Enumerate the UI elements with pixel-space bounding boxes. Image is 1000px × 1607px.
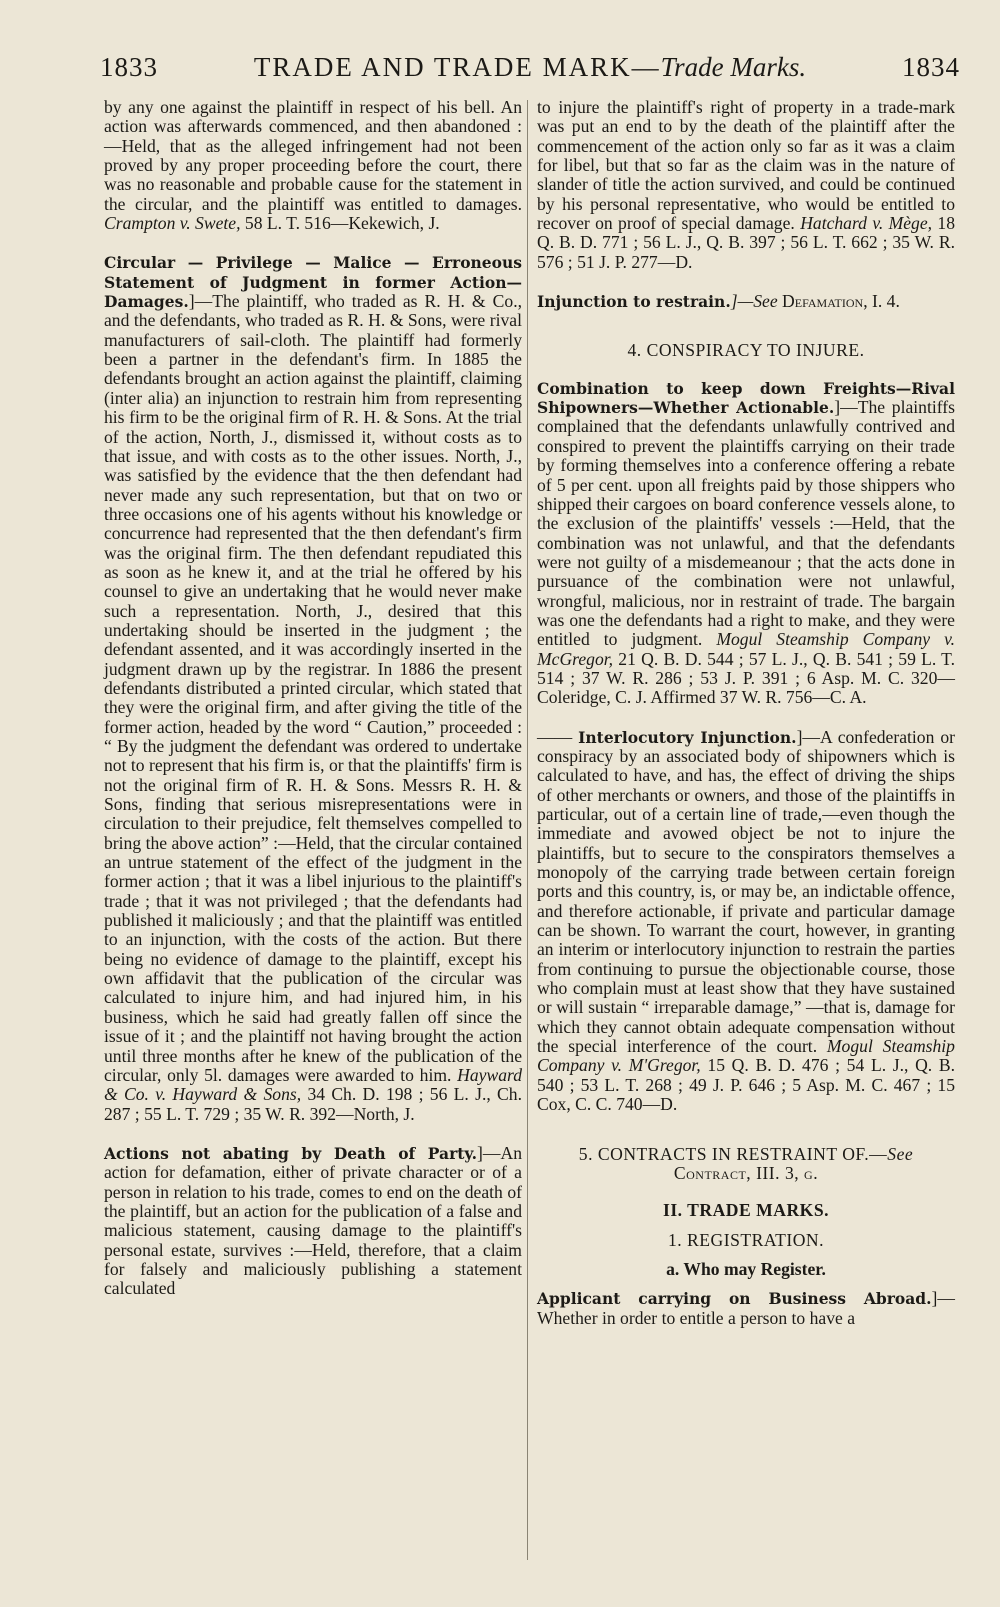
entry-circular-privilege bbox=[104, 253, 522, 1123]
entry-text: by any one against the plaintiff in respect of his bell. An action was afterwards commenced, and then abandoned :—Held, that as the alleged infringement had not been proved by any proper proceeding before the court, there was no reasonable and probable cause for the statement in the circular, and the plaintiff was entitled to damages. bbox=[104, 97, 522, 214]
page-number-left: 1833 bbox=[100, 52, 158, 82]
entry-text: ]—The plaintiffs complained that the defendants unlawfully contrived and conspired to prevent the plaintiffs carrying on their trade by forming themselves into a conference offering a rebate of 5 per cent. upon all freights paid by those shippers who shipped their cargoes on board conference vessels alone, to the exclusion of the plaintiffs' vessels :—Held, that the combination was not unlawful, and that the defendants were not guilty of a misdemeanour ; that the acts done in pursuance of the combination were not unlawful, wrongful, malicious, nor in restraint of trade. The bargain was one the defendants had a right to make, and they were entitled to judgment. bbox=[537, 397, 955, 650]
cross-reference: Defamation, bbox=[782, 291, 868, 312]
entry-continued bbox=[537, 98, 955, 272]
subheading-who-may-register: a. Who may Register. bbox=[666, 1258, 826, 1279]
see-reference: ]—See bbox=[730, 291, 778, 312]
running-header bbox=[100, 52, 960, 92]
case-name: Hayward & Co. v. Hayward & Sons, bbox=[104, 1064, 522, 1105]
entry-interlocutory-injunction bbox=[537, 728, 955, 1115]
subheading-registration: 1. REGISTRATION. bbox=[667, 1229, 825, 1250]
cross-reference: Contract, III. 3, g. bbox=[673, 1162, 819, 1183]
case-name: Mogul Steamship Company v. M'Gregor, bbox=[537, 1036, 955, 1076]
ditto-dash: —— bbox=[537, 726, 573, 747]
entry-heading: Actions not abating by Death of Party. bbox=[104, 1143, 478, 1163]
section-heading-text: 5. CONTRACTS IN RESTRAINT OF.— bbox=[578, 1143, 888, 1164]
entry-heading: Applicant carrying on Business Abroad. bbox=[537, 1289, 932, 1309]
entry-text: ]—The plaintiff, who traded as R. H. & Co., and the defendants, who traded as R. H. & Sons, were rival manufacturers of sail-cloth. The plaintiff had formerly been a partner in the defendant's firm. In 1885 the defendants brought an action against the plaintiff, claiming (inter alia) an injunction to restrain him from representing his firm to be the original firm of R. H. & Sons. At the trial of the action, North, J., dismissed it, without costs as to that issue, and with costs as to the other issues. North, J., was satisfied by the evidence that the then defendant had never made any such representation, but that on two or three occasions one of his agents without his knowledge or concurrence had represented that the then defendant's firm was the original firm. The then defendant repudiated this as soon as he knew it, and at the trial he offered by his counsel to give an undertaking that he would never make such a representation. North, J., desired that this undertaking should be inserted in the judgment ; the defendant assented, and it was accordingly inserted in the judgment drawn up by the registrar. In 1886 the present defendants distributed a printed circular, which stated that they were the original firm, and after giving the title of the former action, headed by the word “ Caution,” proceeded : “ By the judgment the defendant was ordered to undertake not to represent that his firm is, or that the plaintiffs' firm is not the original firm of R. H. & Sons. Messrs R. H. & Sons, finding that serious misrepresentations were in circulation to their prejudice, felt themselves compelled to bring the above action” :—Held, that the circular contained an untrue statement of the effect of the judgment in the former action ; that it was a libel injurious to the plaintiff's trade ; that it was not privileged ; that the defendants had published it maliciously ; and that the plaintiff was entitled to an injunction, with the costs of the action. But there being no evidence of damage to the plaintiff, except his own affidavit that the publication of the circular was calculated to injure him, and had injured him, in his business, which he said had greatly fallen off since the issue of it ; and the plaintiff not having brought the action until three months after he knew of the publication of the circular, only 5l. damages were awarded to him. bbox=[104, 291, 522, 1085]
entry-heading: Circular — Privilege — Malice — Erroneous Statement of Judgment in former Action—Damages. bbox=[104, 253, 522, 312]
case-citation: 34 Ch. D. 198 ; 56 L. J., Ch. 287 ; 55 L. T. 729 ; 35 W. R. 392—North, J. bbox=[104, 1084, 522, 1124]
cross-reference-number: I. 4. bbox=[872, 291, 900, 312]
entry-text: to injure the plaintiff's right of property in a trade-mark was put an end to by the death of the plaintiff after the commencement of the action only so far as it was a claim for libel, but that so far as the claim was in the nature of slander of title the action survived, and could be continued by his personal representative, who would be entitled to recover on proof of special damage. bbox=[537, 97, 955, 234]
case-citation: 18 Q. B. D. 771 ; 56 L. J., Q. B. 397 ; 56 L. T. 662 ; 35 W. R. 576 ; 51 J. P. 277—D. bbox=[537, 213, 956, 272]
see-reference: See bbox=[887, 1143, 914, 1164]
case-citation: 21 Q. B. D. 544 ; 57 L. J., Q. B. 541 ; 59 L. T. 514 ; 37 W. R. 286 ; 53 J. P. 391 ; 6 Asp. M. C. 320—Coleridge, C. J. Affirmed 37 W. R. 756—C. A. bbox=[537, 648, 955, 708]
running-title bbox=[254, 52, 806, 83]
case-name: Hatchard v. Mège, bbox=[800, 213, 933, 234]
entry-text: ]—Whether in order to entitle a person to have a bbox=[537, 1288, 955, 1328]
right-column bbox=[537, 98, 955, 1328]
entry-text: ]—A confederation or conspiracy by an associated body of shipowners which is calculated to have, and has, the effect of driving the ships of other merchants or owners, and those of the plaintiffs in particular, out of a certain line of trade,—even though the immediate and avowed object be not to injure the plaintiffs, but to secure to the conspirators themselves a monopoly of the carrying trade between certain foreign ports and this country, is, or may be, an indictable offence, and therefore actionable, if private and particular damage can be shown. To warrant the court, however, in granting an interim or interlocutory injunction to restrain the parties from continuing to pursue the objectionable course, those who complain must at least show that they have sustained or will sustain “ irreparable damage,” —that is, damage for which they cannot obtain adequate compensation without the special interference of the court. bbox=[537, 726, 956, 1057]
page-number-right: 1834 bbox=[902, 52, 960, 82]
case-citation: 58 L. T. 516—Kekewich, J. bbox=[244, 213, 440, 234]
case-name: Crampton v. Swete, bbox=[104, 213, 241, 234]
entry-actions-not-abating bbox=[104, 1144, 522, 1299]
entry-heading: Combination to keep down Freights—Rival Shipowners—Whether Actionable. bbox=[537, 378, 955, 418]
case-name: Mogul Steamship Company v. McGregor, bbox=[537, 629, 955, 669]
entry-text: ]—An action for defamation, either of private character or of a person in relation to his trade, comes to end on the death of the plaintiff, but an action for the publication of a false and malicious statement, causing damage to the plaintiff's personal estate, survives :—Held, therefore, that a claim for falsely and maliciously publishing a statement calculated bbox=[104, 1142, 522, 1299]
running-title-main: TRADE AND TRADE MARK— bbox=[253, 52, 661, 82]
case-citation: 15 Q. B. D. 476 ; 54 L. J., Q. B. 540 ; 53 L. T. 268 ; 49 J. P. 646 ; 5 Asp. M. C. 467 ; 15 Cox, C. C. 740—D. bbox=[537, 1055, 956, 1115]
column-divider bbox=[527, 100, 528, 1560]
entry-heading: Interlocutory Injunction. bbox=[578, 727, 797, 747]
section-heading-contracts bbox=[537, 1145, 955, 1184]
entry-continued bbox=[104, 98, 522, 233]
entry-combination-freights bbox=[537, 379, 955, 708]
entry-injunction-to-restrain bbox=[537, 292, 955, 311]
entry-heading: Injunction to restrain. bbox=[537, 292, 731, 312]
part-heading-trade-marks: II. TRADE MARKS. bbox=[662, 1200, 830, 1221]
entry-applicant-abroad bbox=[537, 1289, 955, 1328]
left-column bbox=[104, 98, 522, 1299]
running-title-italic: Trade Marks. bbox=[660, 52, 807, 82]
section-heading-conspiracy: 4. CONSPIRACY TO INJURE. bbox=[627, 340, 865, 361]
